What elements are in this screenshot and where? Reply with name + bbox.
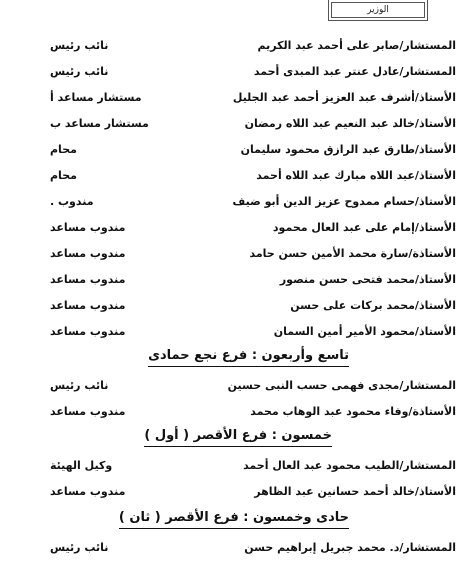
- list-item: [0, 453, 464, 479]
- person-role: مندوب .: [50, 195, 94, 208]
- person-role: مندوب مساعد: [50, 325, 126, 338]
- person-name: المستشار/عادل عنتر عبد المبدى أحمد: [253, 65, 456, 78]
- person-role: محام: [50, 169, 77, 182]
- minister-stamp: الوزير: [331, 2, 425, 18]
- list-item: [0, 33, 464, 59]
- list-item: [0, 163, 464, 189]
- person-role: مندوب مساعد: [50, 273, 126, 286]
- list-item: [0, 267, 464, 293]
- section-heading: [0, 347, 464, 371]
- person-role: نائب رئيس: [50, 65, 109, 78]
- section-heading: [0, 509, 464, 533]
- section-heading: [0, 427, 464, 451]
- person-name: الأستاذ/إمام على عبد العال محمود: [272, 221, 456, 234]
- person-role: نائب رئيس: [50, 39, 109, 52]
- person-name: الأستاذ/خالد عبد النعيم عبد اللاه رمضان: [244, 117, 456, 130]
- list-item: [0, 399, 464, 425]
- person-role: مندوب مساعد: [50, 299, 126, 312]
- person-name: الأستاذ/محمد فتحى حسن منصور: [279, 273, 456, 286]
- person-name: الأستاذة/وفاء محمود عبد الوهاب محمد: [250, 405, 456, 418]
- list-item: [0, 111, 464, 137]
- person-name: المستشار/الطيب محمود عبد العال أحمد: [243, 459, 456, 472]
- person-role: وكيل الهيئة: [50, 459, 113, 472]
- person-role: نائب رئيس: [50, 379, 109, 392]
- list-item: [0, 189, 464, 215]
- list-item: [0, 535, 464, 561]
- person-role: مستشار مساعد أ: [50, 91, 142, 104]
- person-role: مستشار مساعد ب: [50, 117, 149, 130]
- person-name: الأستاذة/سارة محمد الأمين حسن حامد: [249, 247, 456, 260]
- section-heading-text: حادى وخمسون : فرع الأقصر ( ثان ): [119, 509, 349, 529]
- person-role: محام: [50, 143, 77, 156]
- person-role: مندوب مساعد: [50, 485, 126, 498]
- person-name: المستشار/مجدى فهمى حسب النبى حسين: [227, 379, 456, 392]
- person-name: المستشار/صابر على أحمد عبد الكريم: [257, 39, 456, 52]
- person-name: الأستاذ/خالد أحمد حسانين عبد الظاهر: [254, 485, 456, 498]
- list-item: [0, 293, 464, 319]
- section-heading-text: تاسع وأربعون : فرع نجع حمادى: [148, 347, 349, 367]
- list-item: [0, 59, 464, 85]
- person-name: الأستاذ/حسام ممدوح عزيز الدين أبو ضيف: [232, 195, 456, 208]
- list-item: [0, 373, 464, 399]
- person-role: مندوب مساعد: [50, 221, 126, 234]
- list-item: [0, 241, 464, 267]
- person-role: مندوب مساعد: [50, 247, 126, 260]
- person-role: نائب رئيس: [50, 541, 109, 554]
- person-name: الأستاذ/محمود الأمير أمين السمان: [273, 325, 456, 338]
- person-name: الأستاذ/عبد اللاه مبارك عبد اللاه أحمد: [256, 169, 456, 182]
- list-item: [0, 319, 464, 345]
- person-name: المستشار/د. محمد جبريل إبراهيم حسن: [244, 541, 456, 554]
- person-name: الأستاذ/طارق عبد الرازق محمود سليمان: [240, 143, 456, 156]
- person-name: الأستاذ/محمد بركات على حسن: [290, 299, 456, 312]
- list-item: [0, 215, 464, 241]
- person-name: الأستاذ/أشرف عبد العزيز أحمد عبد الجليل: [232, 91, 456, 104]
- list-item: [0, 479, 464, 505]
- list-item: [0, 137, 464, 163]
- section-heading-text: خمسون : فرع الأقصر ( أول ): [144, 427, 332, 447]
- person-role: مندوب مساعد: [50, 405, 126, 418]
- list-item: [0, 85, 464, 111]
